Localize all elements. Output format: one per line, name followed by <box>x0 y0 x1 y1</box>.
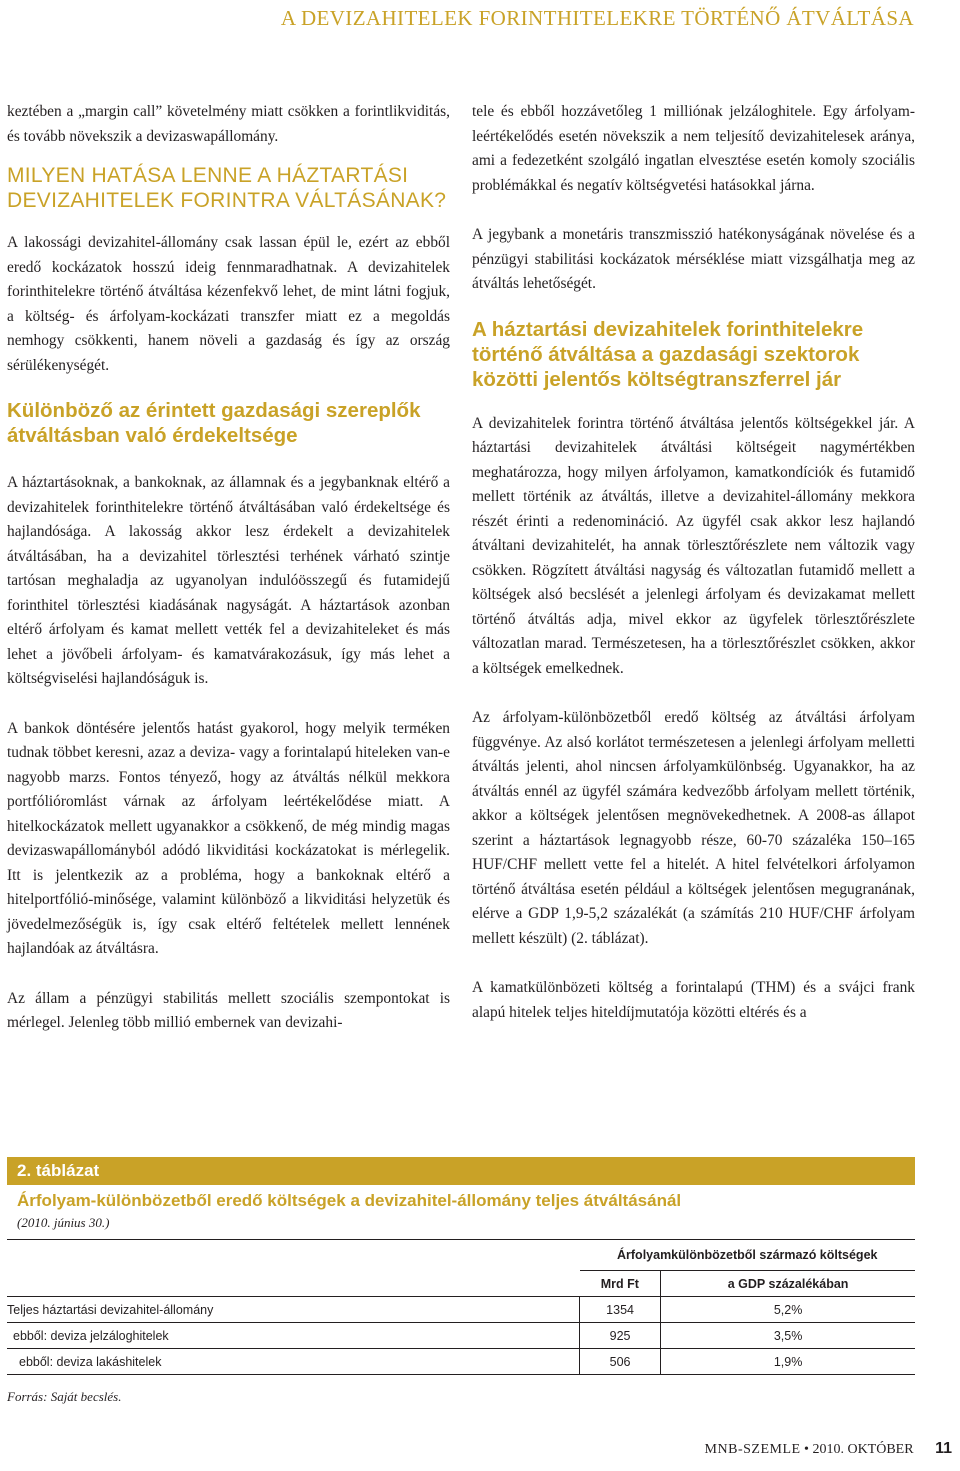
table-row <box>7 1323 915 1349</box>
cell-mrd-ft: 1354 <box>580 1297 661 1323</box>
right-column <box>472 100 915 1025</box>
table-column-header: a GDP százalékában <box>661 1271 915 1297</box>
table-source: Forrás: Saját becslés. <box>7 1389 122 1404</box>
row-label: ebből: deviza lakáshitelek <box>7 1349 580 1375</box>
journal-name: MNB-SZEMLE <box>704 1442 801 1457</box>
table-2 <box>7 1157 915 1405</box>
data-table <box>7 1240 915 1375</box>
paragraph: Az árfolyam-különbözetből eredő költség az átváltási árfolyam függvénye. Az alsó korlátot természetesen a jelenlegi árfolyam melletti átváltás jelenti, ahol nincsen árfolyamkülönbség. Ugyanakkor, ha az átváltás ennél az ügyfél számára kedvezőbb árfolyam mellett történik, akkor a költségek jelentősen megnövekedhetnek. A 2008-as állapot szerint a háztartások legnagyobb része, 60-70 százaléka 150–165 HUF/CHF mellett vette fel a hitelét. A hitel felvételkori árfolyamon történő átváltása esetén például a költségek jelentősen megugranának, elérve a GDP 1,9-5,2 százalékát (a számítás 210 HUF/CHF árfolyam mellett készült) (2. táblázat). <box>472 709 915 947</box>
table-header-blank <box>7 1240 580 1271</box>
table-column-header: Mrd Ft <box>580 1271 661 1297</box>
subsection-heading: A háztartási devizahitelek forinthitelekre történő átváltása a gazdasági szektorok közötti jelentős költségtranszferrel jár <box>472 317 864 391</box>
table-group-header: Árfolyamkülönbözetből származó költségek <box>580 1240 916 1271</box>
table-label: 2. táblázat <box>7 1157 915 1185</box>
section-heading: MILYEN HATÁSA LENNE A HÁZTARTÁSI DEVIZAHITELEK FORINTRA VÁLTÁSÁNAK? <box>7 164 447 212</box>
table-title: Árfolyam-különbözetből eredő költségek a devizahitel-állomány teljes átváltásánál <box>17 1191 682 1210</box>
table-row <box>7 1297 915 1323</box>
cell-mrd-ft: 506 <box>580 1349 661 1375</box>
page-number: 11 <box>935 1440 952 1457</box>
paragraph: tele és ebből hozzávetőleg 1 milliónak jelzáloghitele. Egy árfolyam-leértékelődés esetén növekszik a nem teljesítő devizahitelesek aránya, ami a fedezetként szolgáló ingatlan elvesztése esetén komoly szociális problémákkal és negatív költségvetési hatásokkal járna. <box>472 103 915 194</box>
table-header-row <box>7 1240 915 1271</box>
paragraph: A kamatkülönbözeti költség a forintalapú (THM) és a svájci frank alapú hitelek teljes hiteldíjmutatója közötti eltérés és a <box>472 979 915 1021</box>
page-footer <box>705 1440 952 1458</box>
paragraph: A lakossági devizahitel-állomány csak lassan épül le, ezért az ebből eredő kockázatok hosszú ideig fennmaradhatnak. A devizahitelek forinthitelekre történő átváltása kézenfekvő lehet, de mint látni fogjuk, a költség- és árfolyam-kockázati transzfer miatt ez a megoldás nemhogy csökkenti, hanem növeli a gazdaság és így az ország sérülékenységét. <box>7 234 450 374</box>
left-column <box>7 100 450 1036</box>
issue-date: 2010. OKTÓBER <box>812 1442 914 1457</box>
cell-mrd-ft: 925 <box>580 1323 661 1349</box>
paragraph: A háztartásoknak, a bankoknak, az államnak és a jegybanknak eltérő a devizahitelek forinthitelekre történő átváltásában való érdekeltsége és hajlandósága. A lakosság akkor lesz érdekelt a devizahitelek átváltásában, ha a devizahitel törlesztési terhének várható szintje tartósan meghaladja az ugyanolyan indulóösszegű és futamidejű forinthitel törlesztési kiadásának nagyságát. A háztartások azonban eltérő árfolyam és kamat mellett vették fel a devizahiteleket és más lehet a jövőbeli árfolyam- és kamatvárakozásuk, így más lehet a költségviselési hajlandóságuk is. <box>7 474 450 687</box>
paragraph: keztében a „margin call” követelmény miatt csökken a forintlikviditás, és tovább növekszik a devizaswapállomány. <box>7 103 450 145</box>
row-label: ebből: deviza jelzáloghitelek <box>7 1323 580 1349</box>
running-title: A DEVIZAHITELEK FORINTHITELEKRE TÖRTÉNŐ ÁTVÁLTÁSA <box>280 6 914 30</box>
table-header-row <box>7 1271 915 1297</box>
table-row <box>7 1349 915 1375</box>
cell-gdp-pct: 1,9% <box>661 1349 915 1375</box>
cell-gdp-pct: 3,5% <box>661 1323 915 1349</box>
subsection-heading: Különböző az érintett gazdasági szereplők átváltásban való érdekeltsége <box>7 399 421 447</box>
paragraph: A devizahitelek forintra történő átváltása jelentős költségekkel jár. A háztartási devizahitelek átváltási költségeit nagymértékben meghatározza, hogy milyen árfolyamon, kamatkondíciók és futamidő mellett történik az átváltás, illetve a devizahitel-állomány mekkora részét érinti a redenomináció. Az ügyfél csak akkor lesz hajlandó átváltani devizahitelét, ha annak törlesztőrészlete nem változik vagy csökken. Rögzített átváltási nagyság és változatlan futamidő mellett a költségek alsó becslését a jelenlegi árfolyam és devizakamat mellett történő átváltás adja, mivel ekkor az ügyfelek törlesztőrészlete változatlan marad. Természetesen, ha a törlesztőrészlet csökken, akkor a költségek emelkednek. <box>472 414 915 677</box>
cell-gdp-pct: 5,2% <box>661 1297 915 1323</box>
paragraph: A jegybank a monetáris transzmisszió hatékonyságának növelése és a pénzügyi stabilitási kockázatok mérséklése miatt vizsgálhatja meg az átváltás lehetőségét. <box>472 226 915 292</box>
table-header-blank <box>7 1271 580 1297</box>
paragraph: A bankok döntésére jelentős hatást gyakorol, hogy melyik terméken tudnak többet keresni, azaz a deviza- vagy a forintalapú hiteleken van-e nagyobb marzs. Fontos tényező, hogy az átváltás nélkül mekkora portfólióromlást várnak az árfolyam leértékelődése miatt. A hitelkockázatok mellett ugyanakkor a csökkenő, de még mindig magas devizaswapállományból adódó likviditási kockázatokat is mérlegelik. Itt is jelentkezik az a probléma, hogy a bankoknak eltérő a hitelportfólió-minősége, valamint különböző a likviditási helyzetük és jövedelmezőségük is, így csak eltérő feltételek mellett lennének hajlandóak az átváltásra. <box>7 719 450 957</box>
table-date: (2010. június 30.) <box>17 1215 110 1230</box>
row-label: Teljes háztartási devizahitel-állomány <box>7 1297 580 1323</box>
paragraph: Az állam a pénzügyi stabilitás mellett szociális szempontokat is mérlegel. Jelenleg több millió embernek van devizahi- <box>7 989 450 1031</box>
footer-bullet: • <box>804 1442 809 1457</box>
